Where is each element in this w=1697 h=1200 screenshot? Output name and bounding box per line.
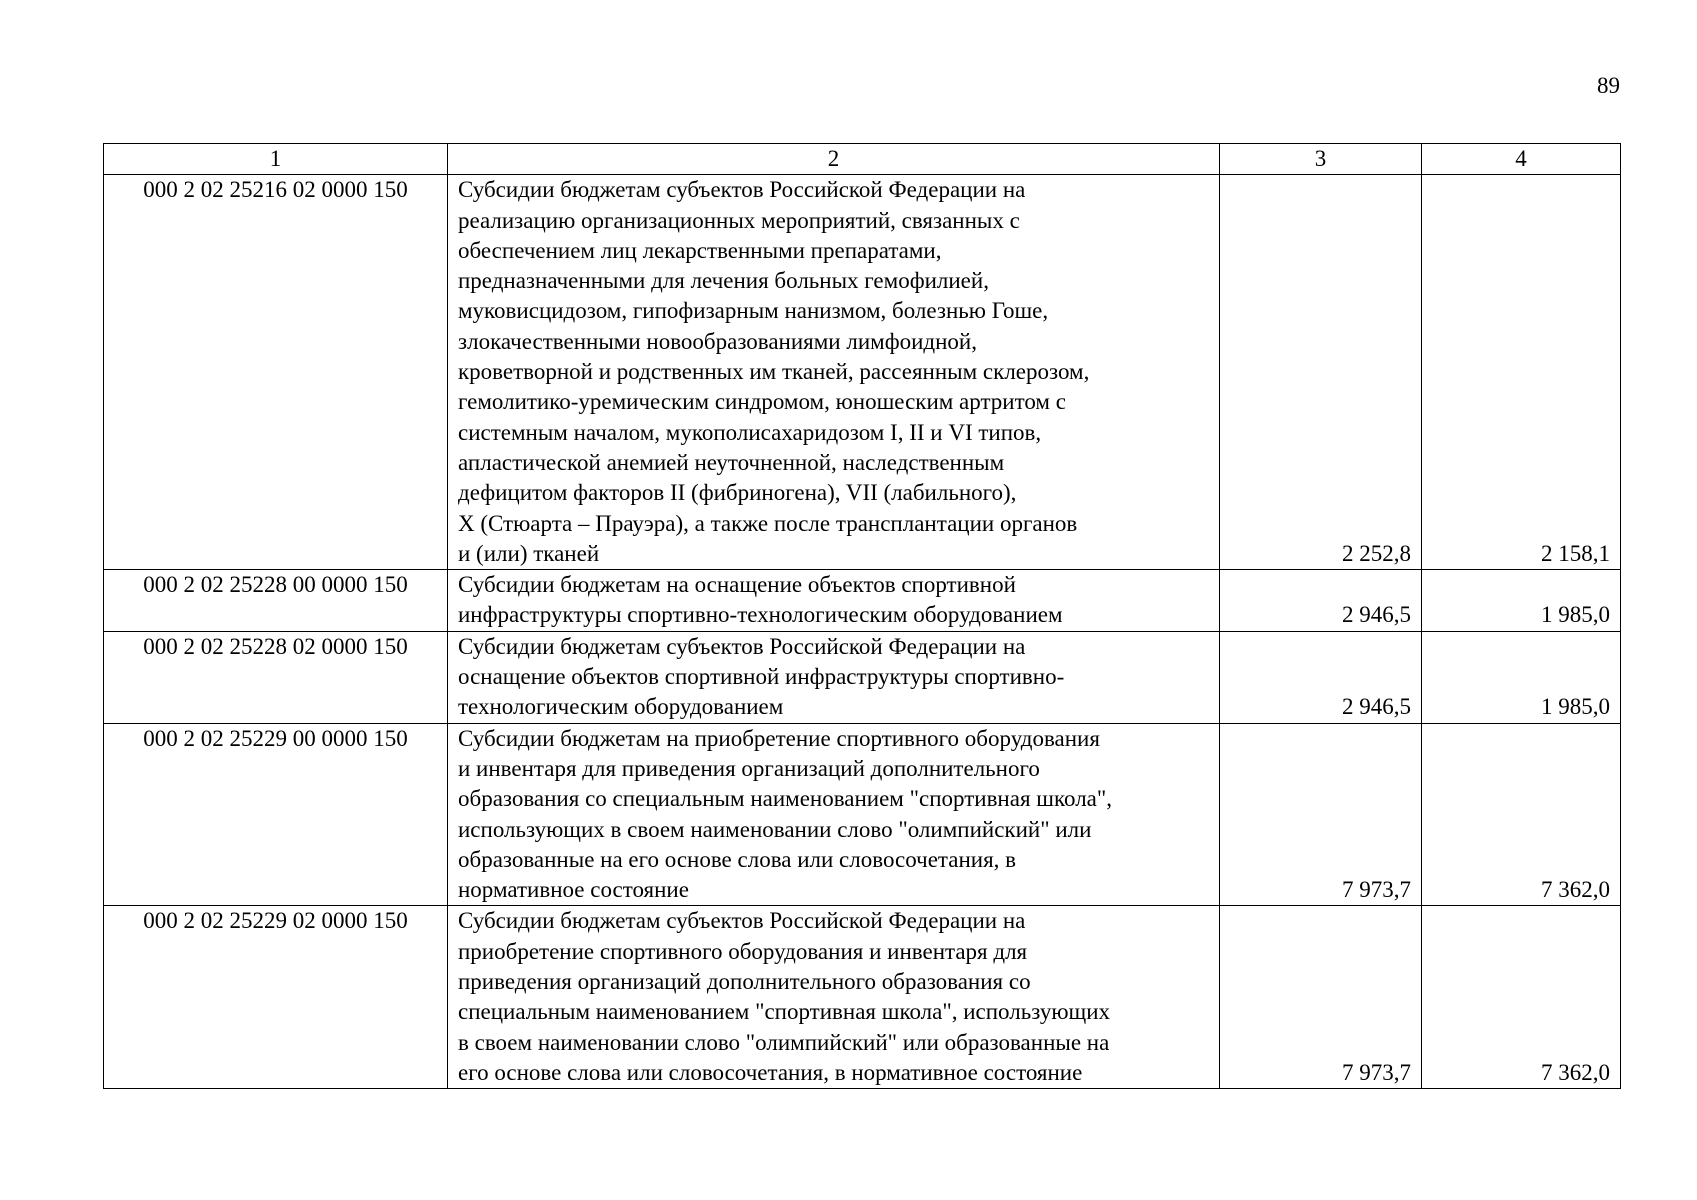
table-header-row <box>104 144 1621 175</box>
description-line: и (или) тканей <box>458 540 600 566</box>
classification-code-cell: 000 2 02 25229 00 0000 150 <box>104 723 448 906</box>
amount-column-4-cell: 7 362,0 <box>1422 723 1621 906</box>
description-line: приобретение спортивного оборудования и инвентаря для <box>458 938 1028 964</box>
description-line: системным началом, мукополисахаридозом I, II и VI типов, <box>458 419 1042 445</box>
description-line: апластической анемией неуточненной, наследственным <box>458 449 1005 475</box>
description-line: его основе слова или словосочетания, в нормативное состояние <box>458 1059 1083 1085</box>
description-line: обеспечением лиц лекарственными препаратами, <box>458 237 942 263</box>
description-line: реализацию организационных мероприятий, связанных с <box>458 207 1020 233</box>
description-line: гемолитико-уремическим синдромом, юношеским артритом с <box>458 389 1066 415</box>
description-line: Субсидии бюджетам субъектов Российской Федерации на <box>458 633 1026 659</box>
description-cell <box>448 906 1220 1089</box>
column-header-2: 2 <box>448 144 1220 175</box>
description-line: дефицитом факторов II (фибриногена), VII (лабильного), <box>458 480 1017 506</box>
table-row <box>104 175 1621 570</box>
table-row <box>104 723 1621 906</box>
description-line: Субсидии бюджетам субъектов Российской Федерации на <box>458 177 1026 203</box>
description-line: злокачественными новообразованиями лимфоидной, <box>458 328 977 354</box>
table-body <box>104 144 1621 1089</box>
table-row <box>104 631 1621 723</box>
classification-code-cell: 000 2 02 25216 02 0000 150 <box>104 175 448 570</box>
description-line: оснащение объектов спортивной инфраструктуры спортивно- <box>458 664 1065 690</box>
amount-column-4-cell: 7 362,0 <box>1422 906 1621 1089</box>
description-line: и инвентаря для приведения организаций дополнительного <box>458 755 1040 781</box>
column-header-3: 3 <box>1220 144 1422 175</box>
classification-code-cell: 000 2 02 25228 02 0000 150 <box>104 631 448 723</box>
amount-column-3-cell: 7 973,7 <box>1220 906 1422 1089</box>
description-line: Субсидии бюджетам на оснащение объектов спортивной <box>458 572 1016 598</box>
amount-column-4-cell: 2 158,1 <box>1422 175 1621 570</box>
description-line: технологическим оборудованием <box>458 694 784 720</box>
description-line: предназначенными для лечения больных гемофилией, <box>458 268 989 294</box>
description-line: кроветворной и родственных им тканей, рассеянным склерозом, <box>458 359 1090 385</box>
amount-column-4-cell: 1 985,0 <box>1422 570 1621 632</box>
description-line: нормативное состояние <box>458 877 689 903</box>
amount-column-4-cell: 1 985,0 <box>1422 631 1621 723</box>
description-line: Субсидии бюджетам на приобретение спортивного оборудования <box>458 725 1100 751</box>
column-header-1: 1 <box>104 144 448 175</box>
description-cell <box>448 175 1220 570</box>
description-cell <box>448 723 1220 906</box>
description-line: приведения организаций дополнительного образования со <box>458 969 1031 995</box>
description-line: в своем наименовании слово "олимпийский" или образованные на <box>458 1029 1110 1055</box>
table-row <box>104 906 1621 1089</box>
amount-column-3-cell: 2 946,5 <box>1220 631 1422 723</box>
amount-column-3-cell: 2 946,5 <box>1220 570 1422 632</box>
table-row <box>104 570 1621 632</box>
classification-code-cell: 000 2 02 25229 02 0000 150 <box>104 906 448 1089</box>
description-line: образования со специальным наименованием "спортивная школа", <box>458 786 1113 812</box>
amount-column-3-cell: 2 252,8 <box>1220 175 1422 570</box>
description-cell <box>448 570 1220 632</box>
description-line: муковисцидозом, гипофизарным нанизмом, болезнью Гоше, <box>458 298 1049 324</box>
classification-code-cell: 000 2 02 25228 00 0000 150 <box>104 570 448 632</box>
description-line: X (Стюарта – Прауэра), а также после трансплантации органов <box>458 510 1078 536</box>
amount-column-3-cell: 7 973,7 <box>1220 723 1422 906</box>
description-line: специальным наименованием "спортивная школа", использующих <box>458 999 1111 1025</box>
page-number: 89 <box>1597 73 1620 98</box>
column-header-4: 4 <box>1422 144 1621 175</box>
description-line: инфраструктуры спортивно-технологическим оборудованием <box>458 602 1063 628</box>
description-cell <box>448 631 1220 723</box>
budget-table <box>103 143 1621 1089</box>
description-line: Субсидии бюджетам субъектов Российской Федерации на <box>458 908 1026 934</box>
description-line: образованные на его основе слова или словосочетания, в <box>458 846 1017 872</box>
description-line: использующих в своем наименовании слово "олимпийский" или <box>458 816 1092 842</box>
